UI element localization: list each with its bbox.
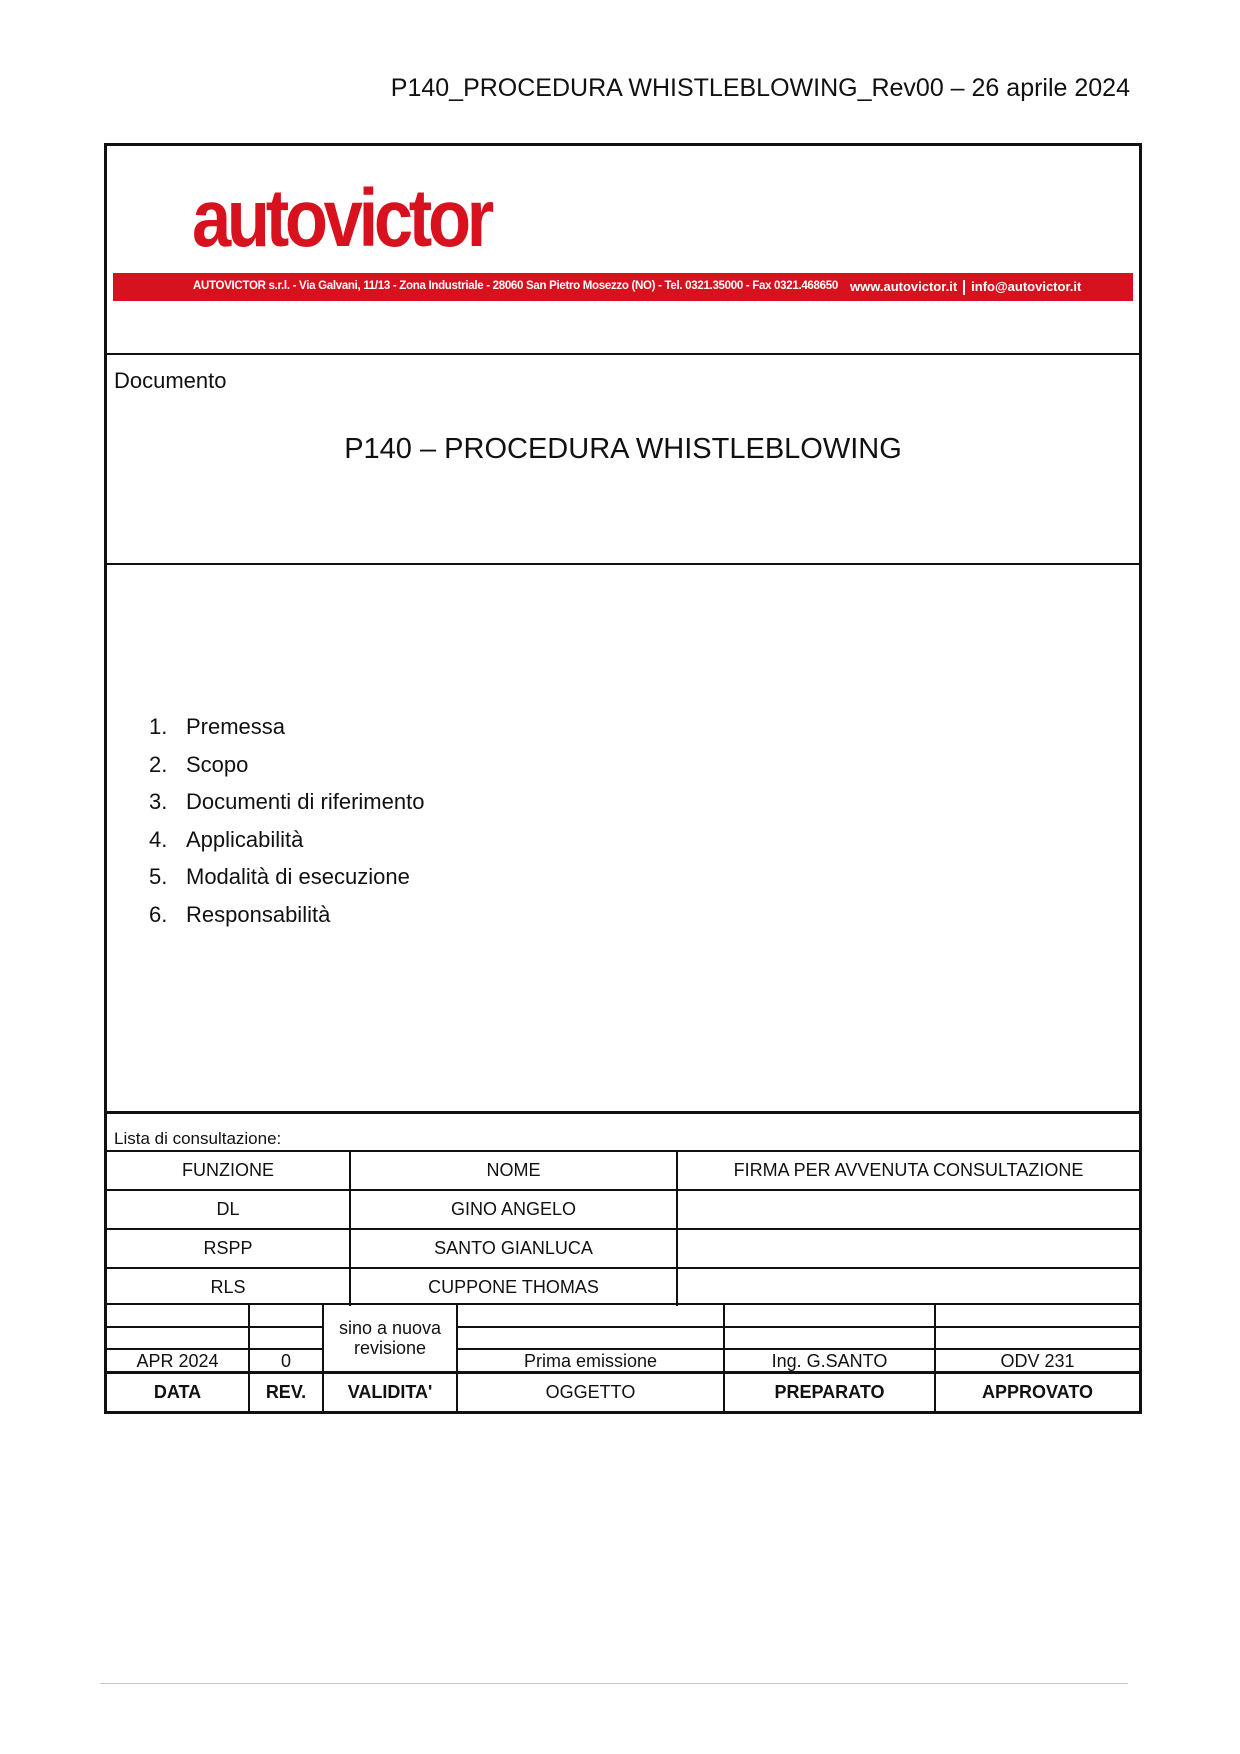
toc-label: Modalità di esecuzione (186, 864, 410, 889)
data-cell: APR 2024 (107, 1349, 249, 1372)
preparato-cell: Ing. G.SANTO (724, 1349, 935, 1372)
toc-label: Documenti di riferimento (186, 789, 425, 814)
oggetto-cell (457, 1304, 724, 1327)
toc-item (149, 896, 424, 934)
preparato-cell (724, 1327, 935, 1350)
approvato-cell (935, 1304, 1139, 1327)
consultation-label: Lista di consultazione: (114, 1129, 282, 1148)
funzione-cell: DL (107, 1190, 350, 1229)
company-email: info@autovictor.it (971, 279, 1082, 294)
oggetto-cell (457, 1327, 724, 1350)
toc-number: 3. (149, 789, 168, 814)
nome-cell: CUPPONE THOMAS (350, 1268, 677, 1306)
oggetto-cell: Prima emissione (457, 1349, 724, 1372)
company-contact-band (113, 273, 1133, 301)
data-cell (107, 1304, 249, 1327)
nome-cell: SANTO GIANLUCA (350, 1229, 677, 1268)
column-header: DATA (107, 1372, 249, 1411)
column-header: REV. (249, 1372, 323, 1411)
approvato-cell (935, 1327, 1139, 1350)
column-header: NOME (350, 1151, 677, 1190)
table-row (107, 1349, 1139, 1372)
toc-number: 6. (149, 901, 168, 927)
data-cell (107, 1327, 249, 1350)
document-title: P140 – PROCEDURA WHISTLEBLOWING (344, 433, 902, 465)
toc-label: Responsabilità (186, 901, 331, 927)
rev-cell: 0 (249, 1349, 323, 1372)
cover-frame (104, 143, 1142, 1414)
table-of-contents-section (107, 563, 1139, 1114)
company-web (850, 279, 1081, 295)
column-header: FUNZIONE (107, 1151, 350, 1190)
consultation-header-row (107, 1151, 1139, 1190)
document-label: Documento (114, 368, 227, 393)
toc-item (149, 858, 424, 896)
toc-number: 4. (149, 826, 168, 852)
revision-header-row (107, 1372, 1139, 1411)
approvato-cell: ODV 231 (935, 1349, 1139, 1372)
revision-table (107, 1303, 1139, 1411)
toc-item (149, 783, 424, 821)
column-header: APPROVATO (935, 1372, 1139, 1411)
column-header: PREPARATO (724, 1372, 935, 1411)
table-row (107, 1268, 1139, 1306)
company-website: www.autovictor.it (850, 279, 958, 294)
signature-cell (677, 1268, 1139, 1306)
band-separator (963, 280, 965, 295)
company-address: AUTOVICTOR s.r.l. - Via Galvani, 11/13 - Zona Industriale - 28060 San Pietro Mosezzo (NO) - Tel. 0321.35000 - Fax 0321.468650 (193, 280, 838, 292)
signature-cell (677, 1229, 1139, 1268)
column-header: OGGETTO (457, 1372, 724, 1411)
rev-cell (249, 1304, 323, 1327)
toc-label: Scopo (186, 751, 249, 777)
table-row (107, 1229, 1139, 1268)
funzione-cell: RLS (107, 1268, 350, 1306)
document-title-section (107, 353, 1139, 565)
toc-number: 5. (149, 864, 168, 889)
company-logo: autovictor (192, 173, 490, 264)
signature-cell (677, 1190, 1139, 1229)
document-header: P140_PROCEDURA WHISTLEBLOWING_Rev00 – 26 aprile 2024 (390, 74, 1130, 102)
nome-cell: GINO ANGELO (350, 1190, 677, 1229)
toc-item (149, 746, 424, 784)
consultation-table (107, 1150, 1139, 1306)
table-row (107, 1190, 1139, 1229)
logo-section (107, 146, 1139, 355)
toc-label: Applicabilità (186, 826, 304, 852)
table-row (107, 1327, 1139, 1350)
footer-divider (100, 1683, 1128, 1684)
toc-item (149, 821, 424, 859)
toc-number: 2. (149, 751, 168, 777)
rev-cell (249, 1327, 323, 1350)
table-of-contents (149, 708, 424, 933)
validita-cell: sino a nuova revisione (323, 1304, 457, 1372)
toc-number: 1. (149, 714, 168, 739)
funzione-cell: RSPP (107, 1229, 350, 1268)
column-header: FIRMA PER AVVENUTA CONSULTAZIONE (677, 1151, 1139, 1190)
column-header: VALIDITA' (323, 1372, 457, 1411)
toc-label: Premessa (186, 714, 286, 739)
preparato-cell (724, 1304, 935, 1327)
toc-item (149, 708, 424, 746)
table-row (107, 1304, 1139, 1327)
